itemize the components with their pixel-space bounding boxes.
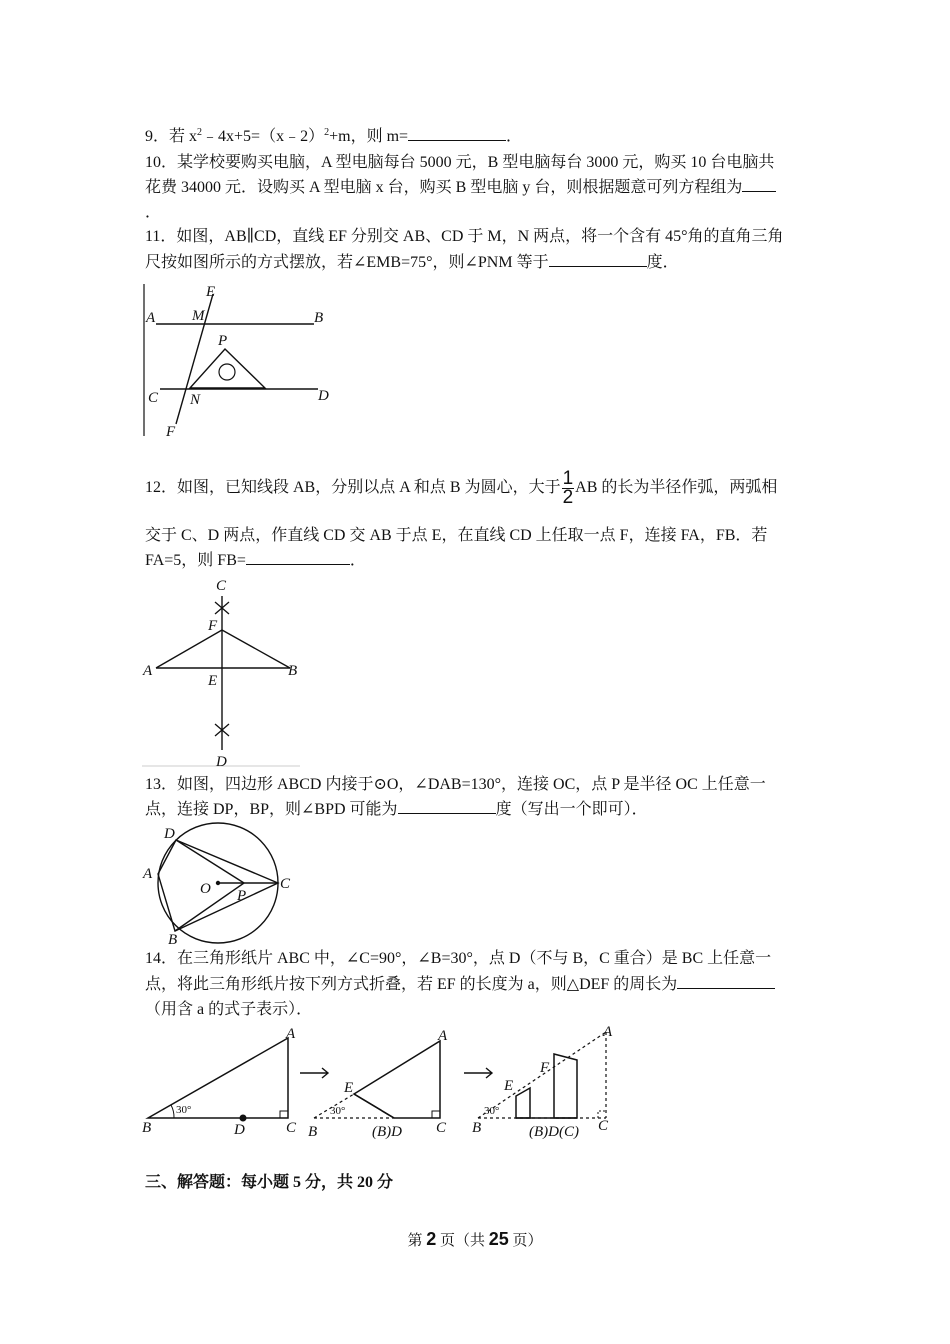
answer-blank[interactable] [408, 124, 506, 141]
question-12-line-2: 交于 C、D 两点，作直线 CD 交 AB 于点 E，在直线 CD 上任取一点 F，连接 FA，FB．若 [145, 527, 768, 544]
folded-strip-left [516, 1088, 530, 1118]
q9-exponent-2: 2 [324, 127, 330, 138]
label-o: O [200, 881, 211, 897]
footer-pre: 第 [407, 1233, 427, 1249]
answer-blank[interactable] [246, 548, 350, 565]
q13-text-post: 度（写出一个即可）． [495, 801, 648, 818]
quadrilateral-abcd [158, 840, 278, 931]
question-10-line-1: 10．某学校要购买电脑，A 型电脑每台 5000 元，B 型电脑每台 3000 元，购买 10 台电脑共 [145, 154, 775, 171]
q13-text-pre: 点，连接 DP，BP，则∠BPD 可能为 [145, 801, 398, 818]
fraction-half [562, 470, 575, 507]
label-e: E [344, 1080, 354, 1096]
label-c: C [598, 1118, 609, 1134]
arrow-right-icon [464, 1068, 492, 1078]
segment-fa [156, 630, 222, 668]
label-b: B [168, 932, 178, 948]
label-b: B [472, 1120, 482, 1136]
footer-mid: 页（共 [436, 1233, 489, 1249]
label-b: B [288, 663, 298, 679]
label-b: B [314, 310, 324, 326]
label-bd: (B)D [372, 1124, 402, 1140]
q9-exponent-1: 2 [197, 127, 203, 138]
label-d: D [216, 754, 227, 770]
answer-blank[interactable] [742, 175, 776, 192]
label-m: M [192, 308, 205, 324]
center-dot [216, 881, 220, 885]
question-13-line-1: 13．如图，四边形 ABCD 内接于⊙O，∠DAB=130°，连接 OC，点 P 是半径 OC 上任意一 [145, 776, 766, 793]
q11-text-post: 度． [646, 254, 679, 271]
angle-label: 30° [330, 1105, 346, 1117]
label-e: E [206, 284, 216, 300]
q11-text-pre: 尺按如图所示的方式摆放，若∠EMB=75°，则∠PNM 等于 [145, 254, 549, 271]
page-footer [0, 1229, 950, 1250]
label-c: C [286, 1120, 297, 1136]
q9-text-end: ． [506, 128, 523, 145]
question-10-line-2 [145, 175, 807, 200]
question-10-line-3: ． [145, 204, 162, 221]
question-number: 9． [145, 128, 170, 145]
q12-text-3-post: ． [349, 552, 366, 569]
question-14-line-1: 14．在三角形纸片 ABC 中，∠C=90°，∠B=30°，点 D（不与 B，C 重合）是 BC 上任意一 [145, 950, 772, 967]
label-e: E [208, 673, 218, 689]
label-d: D [318, 388, 329, 404]
ruler-hole [219, 364, 235, 380]
question-9 [145, 124, 807, 149]
question-11-line-2 [145, 250, 807, 275]
angle-label: 30° [176, 1104, 192, 1116]
label-f: F [208, 618, 218, 634]
fold-line [354, 1094, 394, 1118]
q9-text-pre: 若 x [169, 128, 198, 145]
q9-text-post: +m，则 m= [329, 128, 409, 145]
label-f: F [540, 1060, 550, 1076]
question-14-line-2 [145, 972, 807, 997]
q10-text: 花费 34000 元．设购买 A 型电脑 x 台，购买 B 型电脑 y 台，则根据题意可列方程组为 [145, 179, 743, 196]
label-p: P [237, 888, 247, 904]
section-heading: 三、解答题：每小题 5 分，共 20 分 [145, 1174, 394, 1191]
question-13-line-2 [145, 797, 807, 822]
arrow-right-icon [300, 1068, 328, 1078]
q14-text: 点，将此三角形纸片按下列方式折叠，若 EF 的长度为 a，则△DEF 的周长为 [145, 976, 678, 993]
question-12-line-3 [145, 548, 807, 573]
angle-arc [171, 1105, 174, 1118]
label-a: A [438, 1028, 448, 1044]
triangle-ruler [190, 349, 265, 388]
right-angle-mark [432, 1111, 440, 1118]
question-12-line-1 [145, 470, 807, 507]
label-p: P [218, 333, 228, 349]
answer-blank[interactable] [398, 797, 496, 814]
segment-fb [222, 630, 290, 668]
angle-label: 30° [484, 1105, 500, 1117]
footer-post: 页） [508, 1233, 543, 1249]
q13-figure [140, 820, 305, 948]
q11-figure [138, 280, 338, 442]
fraction-numerator: 1 [562, 468, 574, 489]
label-b: B [308, 1124, 318, 1140]
right-angle-mark [280, 1111, 288, 1118]
point-d [240, 1115, 247, 1122]
question-14-line-3: （用含 a 的式子表示）． [145, 1001, 313, 1018]
segment-dp [176, 840, 244, 883]
label-f: F [166, 424, 176, 440]
triangle-abc [148, 1038, 288, 1118]
q12-text-pre: 12．如图，已知线段 AB，分别以点 A 和点 B 为圆心，大于 [145, 479, 561, 497]
label-a: A [143, 866, 153, 882]
label-n: N [190, 392, 201, 408]
label-bdc: (B)D(C) [529, 1124, 579, 1140]
folded-shape-1 [354, 1041, 440, 1118]
label-d: D [164, 826, 175, 842]
q12-figure [140, 574, 305, 770]
right-angle-mark [598, 1111, 606, 1118]
label-c: C [436, 1120, 447, 1136]
label-c: C [216, 578, 227, 594]
q9-text-mid: ﹣4x+5=（x﹣2） [202, 128, 325, 145]
answer-blank[interactable] [549, 250, 647, 267]
page-number: 2 [426, 1229, 437, 1249]
label-b: B [142, 1120, 152, 1136]
label-a: A [143, 663, 153, 679]
q14-figure [140, 1024, 620, 1144]
fraction-denominator: 2 [562, 487, 574, 508]
label-d: D [234, 1122, 245, 1138]
page-total: 25 [488, 1229, 509, 1249]
label-a: A [603, 1024, 613, 1040]
folded-strip-right [554, 1054, 577, 1118]
label-a: A [146, 310, 156, 326]
label-a: A [286, 1026, 296, 1042]
question-11-line-1: 11．如图，AB∥CD，直线 EF 分别交 AB、CD 于 M，N 两点，将一个含有 45°角的直角三角 [145, 228, 784, 245]
label-c: C [280, 876, 291, 892]
label-c: C [148, 390, 159, 406]
label-e: E [504, 1078, 514, 1094]
q12-text-3-pre: FA=5，则 FB= [145, 552, 246, 569]
q12-text-post: AB 的长为半径作弧，两弧相 [575, 479, 778, 497]
answer-blank[interactable] [677, 972, 775, 989]
